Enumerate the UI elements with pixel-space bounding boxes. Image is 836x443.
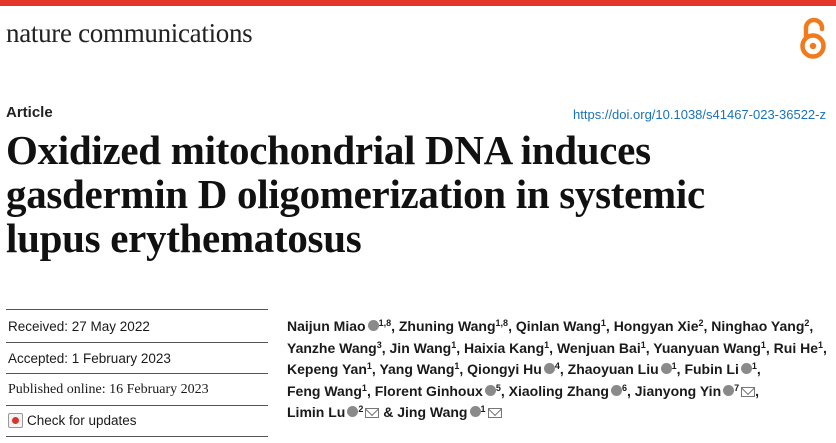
author-affiliation: 1,8 (495, 318, 509, 328)
author-separator: , (559, 361, 568, 377)
envelope-icon[interactable] (488, 408, 502, 418)
author-name[interactable]: Wenjuan Bai (556, 339, 641, 356)
author-name[interactable]: Xiaoling Zhang (508, 382, 609, 399)
author-separator: , (676, 361, 685, 377)
author-separator: , (391, 318, 399, 334)
author-item (287, 383, 375, 399)
author-affiliation: 1 (454, 361, 460, 371)
author-item (379, 361, 467, 377)
author-affiliation: 6 (621, 382, 627, 393)
author-list (287, 316, 832, 424)
author-name[interactable]: Fubin Li (684, 361, 739, 377)
orcid-icon[interactable] (485, 385, 496, 396)
author-item (397, 404, 501, 420)
doi-link[interactable]: https://doi.org/10.1038/s41467-023-36522-z (573, 107, 826, 122)
author-affiliation: 1 (600, 318, 606, 328)
author-name[interactable]: Hongyan Xie (613, 318, 699, 334)
author-name[interactable]: Qiongyi Hu (467, 361, 542, 377)
article-title-line: lupus erythematosus (6, 215, 362, 261)
author-name[interactable]: Yanzhe Wang (287, 339, 377, 356)
envelope-icon[interactable] (741, 387, 755, 397)
author-name[interactable]: Zhaoyuan Liu (567, 361, 659, 377)
author-separator: , (605, 318, 614, 334)
author-separator: , (755, 382, 760, 399)
author-item (635, 383, 759, 399)
divider (6, 405, 268, 406)
author-item (516, 318, 614, 334)
author-name[interactable]: Ninghao Yang (711, 318, 805, 334)
author-name[interactable]: Qinlan Wang (515, 318, 601, 334)
author-name[interactable]: Yang Wang (379, 361, 455, 377)
author-item (287, 404, 397, 420)
orcid-icon[interactable] (611, 385, 622, 396)
author-separator: , (823, 339, 827, 356)
author-affiliation: 1 (818, 339, 824, 350)
author-affiliation: 7 (734, 382, 740, 393)
orcid-icon[interactable] (723, 385, 734, 396)
envelope-icon[interactable] (365, 408, 379, 418)
author-separator: & (379, 404, 398, 420)
received-date: Received: 27 May 2022 (8, 319, 150, 334)
author-affiliation: 4 (554, 361, 560, 371)
author-separator: , (549, 339, 557, 356)
author-name[interactable]: Jin Wang (389, 339, 452, 356)
journal-name: nature communications (6, 18, 253, 48)
author-separator: , (371, 361, 380, 377)
author-separator: , (756, 361, 761, 377)
author-separator: , (809, 318, 814, 334)
orcid-icon[interactable] (544, 363, 555, 374)
divider (6, 436, 268, 437)
published-date: Published online: 16 February 2023 (8, 382, 209, 397)
author-name[interactable]: Jianyong Yin (634, 382, 722, 399)
divider (6, 373, 268, 374)
author-item (287, 318, 399, 334)
author-affiliation: 2 (358, 404, 364, 414)
author-affiliation: 1 (366, 361, 372, 371)
author-item (375, 383, 509, 399)
author-item (464, 340, 557, 356)
author-name[interactable]: Jing Wang (397, 404, 468, 420)
author-affiliation: 1 (671, 361, 677, 371)
author-item (287, 340, 390, 356)
orcid-icon[interactable] (661, 363, 672, 374)
author-separator: , (645, 339, 654, 356)
author-name[interactable]: Naijun Miao (287, 318, 366, 334)
author-affiliation: 1 (751, 361, 757, 371)
author-separator: , (626, 382, 635, 399)
author-separator: , (456, 339, 465, 356)
author-item (509, 383, 635, 399)
author-item (614, 318, 712, 334)
author-item (399, 318, 516, 334)
author-item (711, 318, 813, 334)
author-item (684, 361, 760, 377)
author-name[interactable]: Feng Wang (287, 382, 362, 399)
author-separator: , (500, 382, 509, 399)
author-affiliation: 3 (376, 339, 382, 350)
author-name[interactable]: Florent Ginhoux (374, 382, 483, 399)
article-title-line: gasdermin D oligomerization in systemic (6, 171, 705, 217)
author-separator: , (703, 318, 712, 334)
author-affiliation: 1 (544, 339, 550, 350)
author-affiliation: 1,8 (378, 318, 392, 328)
orcid-icon[interactable] (741, 363, 752, 374)
author-item (287, 361, 379, 377)
author-affiliation: 1 (760, 339, 766, 350)
author-item (653, 340, 773, 356)
author-affiliation: 2 (804, 318, 810, 328)
article-title (6, 128, 826, 260)
top-accent-rule (0, 0, 836, 6)
divider (6, 342, 268, 343)
author-affiliation: 1 (361, 382, 367, 393)
author-separator: , (459, 361, 468, 377)
author-item (390, 340, 465, 356)
article-title-line: Oxidized mitochondrial DNA induces (6, 127, 651, 173)
orcid-icon[interactable] (368, 320, 379, 331)
article-type-label: Article (6, 104, 53, 121)
author-separator: , (765, 339, 774, 356)
author-name[interactable]: Yuanyuan Wang (653, 339, 761, 356)
open-access-lock-icon (797, 16, 829, 60)
author-affiliation: 2 (698, 318, 704, 328)
check-for-updates-link[interactable]: Check for updates (27, 413, 137, 428)
author-affiliation: 1 (480, 404, 486, 414)
author-item (568, 361, 685, 377)
author-name[interactable]: Limin Lu (287, 404, 346, 420)
crossmark-icon[interactable] (8, 413, 23, 428)
orcid-icon[interactable] (470, 406, 481, 417)
author-item (557, 340, 653, 356)
author-name[interactable]: Haixia Kang (464, 339, 545, 356)
author-name[interactable]: Rui He (773, 339, 819, 356)
orcid-icon[interactable] (347, 406, 358, 417)
author-separator: , (508, 318, 516, 334)
author-item (774, 340, 827, 356)
divider (6, 309, 268, 310)
author-separator: , (381, 339, 390, 356)
author-affiliation: 1 (640, 339, 646, 350)
author-affiliation: 1 (451, 339, 457, 350)
accepted-date: Accepted: 1 February 2023 (8, 351, 171, 366)
author-name[interactable]: Kepeng Yan (287, 361, 367, 377)
author-item (467, 361, 567, 377)
author-name[interactable]: Zhuning Wang (398, 318, 496, 334)
author-affiliation: 5 (495, 382, 501, 393)
author-separator: , (366, 382, 375, 399)
